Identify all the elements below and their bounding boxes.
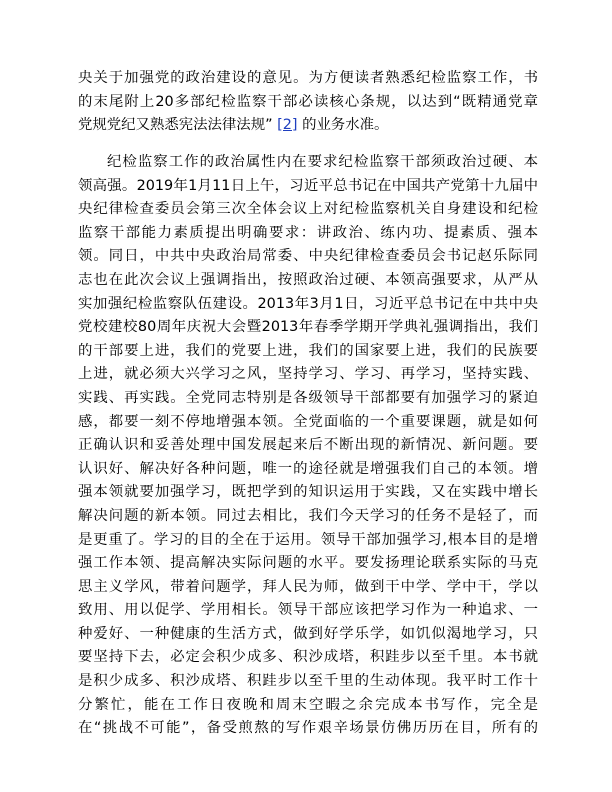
text-line: 纪检监察工作的政治属性内在要求纪检监察干部须政治过硬、本 [107,154,538,170]
text-line: 监察干部能力素质提出明确要求：讲政治、练内功、提素质、强本 [78,224,538,241]
text-line: 的末尾附上20多部纪检监察干部必读核心条规，以达到“既精通党章 [78,93,538,110]
text-line: 上进，就必须大兴学习之风，坚持学习、学习、再学习，坚持实践、 [78,366,538,383]
text-line: 央关于加强党的政治建设的意见。为方便读者熟悉纪检监察工作，书 [78,70,538,86]
text-line: 党校建校80周年庆祝大会暨2013年春季学期开学典礼强调指出，我们 [78,319,538,336]
text-line: 是积少成多、积沙成塔、积跬步以至千里的生动体现。我平时工作十 [78,673,538,690]
text-line [78,114,538,138]
text-line: 正确认识和妥善处理中国发展起来后不断出现的新情况、新问题。要 [78,437,538,454]
text-line: 强本领就要加强学习，既把学到的知识运用于实践，又在实践中增长 [78,484,538,501]
text-line: 种爱好、一种健康的生活方式，做到好学乐学，如饥似渴地学习，只 [78,625,538,642]
text-segment: 的业务水准。 [302,117,389,134]
text-line: 领。同日，中共中央政治局常委、中央纪律检查委员会书记赵乐际同 [78,248,538,265]
footnote-reference-link[interactable]: [2] [277,117,298,134]
text-line: 思主义学风，带着问题学，拜人民为师，做到干中学、学中干，学以 [78,578,538,595]
text-line: 致用、用以促学、学用相长。领导干部应该把学习作为一种追求、一 [78,602,538,619]
text-line: 强工作本领、提高解决实际问题的水平。要发扬理论联系实际的马克 [78,555,538,572]
text-line: 在“挑战不可能”，备受煎熬的写作艰辛场景仿佛历历在目，所有的 [78,720,538,737]
paragraph-1 [78,67,538,138]
text-line: 认识好、解决好各种问题，唯一的途径就是增强我们自己的本领。增 [78,460,538,477]
text-line: 央纪律检查委员会第三次全体会议上对纪检监察机关自身建设和纪检 [78,201,538,218]
text-line: 领高强。2019年1月11日上午，习近平总书记在中国共产党第十九届中 [78,177,538,194]
text-line: 分繁忙，能在工作日夜晚和周末空暇之余完成本书写作，完全是 [78,696,538,713]
text-line: 志也在此次会议上强调指出，按照政治过硬、本领高强要求，从严从 [78,271,538,288]
text-line: 实践、再实践。全党同志特别是各级领导干部都要有加强学习的紧迫 [78,389,538,406]
text-line: 感，都要一刻不停地增强本领。全党面临的一个重要课题，就是如何 [78,413,538,430]
text-segment: 党规党纪又熟悉宪法法律法规” [78,117,273,134]
text-line: 的干部要上进，我们的党要上进，我们的国家要上进，我们的民族要 [78,342,538,359]
text-line: 解决问题的新本领。同过去相比，我们今天学习的任务不是轻了，而 [78,507,538,524]
text-line: 是更重了。学习的目的全在于运用。领导干部加强学习,根本目的是增 [78,531,538,548]
text-line: 实加强纪检监察队伍建设。2013年3月1日，习近平总书记在中共中央 [78,295,538,312]
paragraph-2 [78,151,538,741]
text-line: 要坚持下去，必定会积少成多、积沙成塔，积跬步以至千里。本书就 [78,649,538,666]
